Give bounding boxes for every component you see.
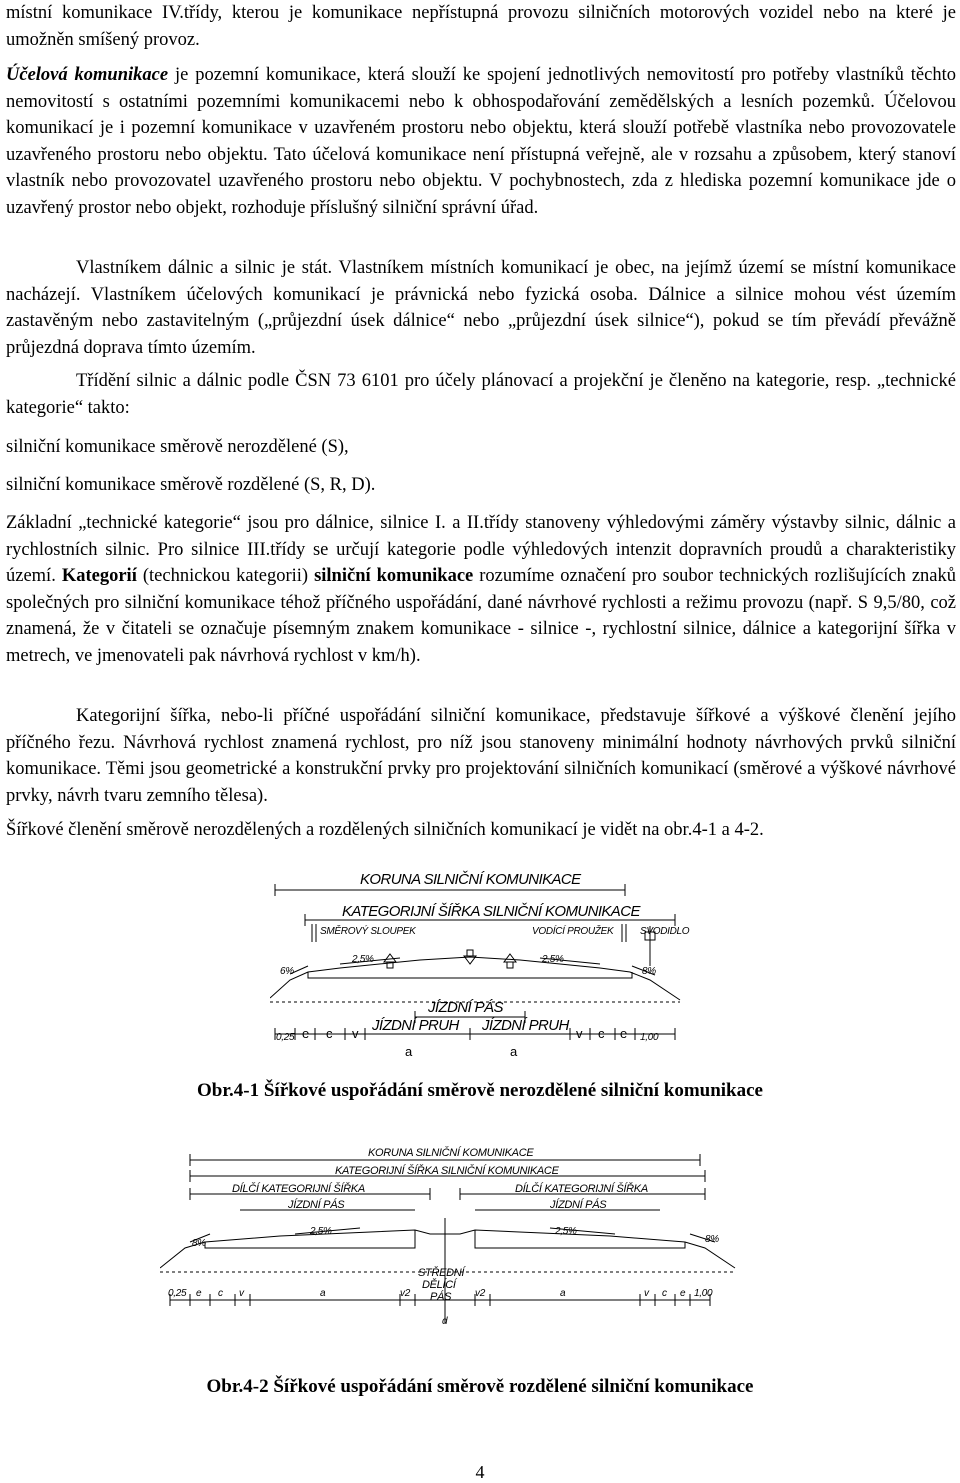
fig2-kategorijni-label: KATEGORIJNÍ ŠÍŘKA SILNIČNÍ KOMUNIKACE [335,1165,559,1177]
paragraph-intro: místní komunikace IV.třídy, kterou je komunikace nepřístupná provozu silničních motorových vozidel nebo na které je umožněn smíšený provoz. [6,3,956,50]
fig1-jizdni-pruh-2: JÍZDNÍ PRUH [482,1017,569,1034]
paragraph-vlastnictvi: Vlastníkem dálnic a silnic je stát. Vlastníkem místních komunikací je obec, na jejímž území se místní komunikace nacházejí. Vlastníkem účelových komunikací je právnická nebo fyzická osoba. Dálnice a silnice mohou vést územím zastavěným nebo zastavitelným („průjezdní úsek dálnice“ nebo „průjezdní úsek silnice“), pokud se tím převádí převážně průjezdná doprava tímto územím. [6,258,956,358]
fig1-sloupek-label: SMĚROVÝ SLOUPEK [320,926,416,937]
fig2-dim-right: 1,00 [694,1288,713,1299]
kategorie-text-3: rozumíme označení pro soubor technických rozlišujících znaků společných pro silniční komunikace téhož příčného uspořádání, dané návrhové rychlosti a režimu provozu (např. S 9,5/80, což znamená, že v čitateli se označuje písemným znakem komunikace - silnice -, rychlostní silnice, dálnice a kategorijní šířka v metrech, ve jmenovateli pak návrhová rychlost v km/h). [6,566,956,666]
fig2-slope-out-left: 8% [192,1238,206,1249]
kategorie-text-1: Základní „technické kategorie“ jsou pro dálnice, silnice I. a II.třídy stanoveny výhledovými záměry výstavby silnic, dálnic a rychlostních silnic. Pro silnice III.třídy se určují kategorie podle výhledových intenzit dopravních proudů a charakteristiky území. [6,513,956,586]
kategorie-bold-1: Kategorií [61,566,137,586]
fig2-dim-e2: e [680,1288,686,1299]
figure-4-1-caption: Obr.4-1 Šířkové uspořádání směrově nerozdělené silniční komunikace [197,1080,763,1101]
fig2-dim-c2: c [662,1288,667,1299]
fig2-dim-left: 0,25 [168,1288,187,1299]
fig2-dilci-right: DÍLČÍ KATEGORIJNÍ ŠÍŘKA [515,1183,648,1195]
fig1-prouzek-label: VODÍCÍ PROUŽEK [532,926,614,937]
fig1-dim-v1: v [352,1026,359,1041]
figure-4-1-diagram [270,862,690,1067]
fig2-dim-v1: v [239,1288,244,1299]
fig2-stredni-2: DĚLÍCÍ [422,1279,456,1291]
fig1-dim-a1: a [405,1044,413,1059]
fig1-dim-c1: c [326,1026,333,1041]
page-number: 4 [475,1462,485,1482]
fig1-dim-left: 0,25 [276,1032,295,1043]
paragraph-sirkove-cleneni: Šířkové členění směrově nerozdělených a rozdělených silničních komunikací je vidět na obr.4-1 a 4-2. [6,820,764,840]
fig2-dim-v21: v2 [400,1288,410,1299]
kategorie-bold-2: silniční komunikace [314,566,474,586]
fig2-stredni-3: PÁS [430,1291,452,1303]
fig2-dim-c1: c [218,1288,223,1299]
fig1-kategorijni-label: KATEGORIJNÍ ŠÍŘKA SILNIČNÍ KOMUNIKACE [342,903,640,920]
figure-4-2-caption: Obr.4-2 Šířkové uspořádání směrově rozdělené silniční komunikace [206,1376,754,1397]
fig2-slope-out-right: 8% [705,1234,719,1245]
paragraph-trideni: Třídění silnic a dálnic podle ČSN 73 6101 pro účely plánovací a projekční je členěno na kategorie, resp. „technické kategorie“ takto: [6,371,956,418]
fig1-koruna-label: KORUNA SILNIČNÍ KOMUNIKACE [360,871,581,888]
fig1-dim-e1: e [302,1026,310,1041]
fig2-dim-a1: a [320,1288,326,1299]
fig2-dim-d: d [442,1316,448,1327]
fig1-slope-out-right: 8% [642,966,656,977]
fig1-slope-out-left: 6% [280,966,294,977]
fig1-jizdni-pas-label: JÍZDNÍ PÁS [428,999,503,1016]
term-ucelova-komunikace: Účelová komunikace [6,65,169,85]
fig1-slope-in-right: 2,5% [542,954,564,965]
fig2-slope-in-right: 2,5% [555,1226,577,1237]
fig1-slope-in-left: 2,5% [352,954,374,965]
fig2-pas-right: JÍZDNÍ PÁS [550,1199,607,1211]
paragraph-kategorijni-sirka: Kategorijní šířka, nebo-li příčné uspořádání silniční komunikace, představuje šířkové a výškové členění jejího příčného řezu. Návrhová rychlost znamená rychlost, pro níž jsou stanoveny minimální hodnoty návrhových prvků silniční komunikace. Těmi jsou geometrické a konstrukční prvky pro projektování silničních komunikací (směrové a výškové návrhové prvky, návrh tvaru zemního tělesa). [6,706,956,806]
fig1-jizdni-pruh-1: JÍZDNÍ PRUH [372,1017,459,1034]
fig2-koruna-label: KORUNA SILNIČNÍ KOMUNIKACE [368,1147,534,1159]
fig1-dim-e2: e [620,1026,628,1041]
fig2-slope-in-left: 2,5% [310,1226,332,1237]
fig2-stredni-1: STŘEDNÍ [418,1267,465,1279]
paragraph-zakladni-kategorie [6,510,956,669]
fig2-dim-e1: e [196,1288,202,1299]
fig1-dim-v2: v [576,1026,583,1041]
paragraph-ucelova [6,62,956,221]
figure-4-2-diagram [160,1138,740,1333]
fig1-svodidlo-label: SVODIDLO [640,926,690,937]
fig2-dim-a2: a [560,1288,566,1299]
kategorie-text-2: (technickou kategorii) [136,566,315,586]
fig2-pas-left: JÍZDNÍ PÁS [288,1199,345,1211]
fig2-dim-v22: v2 [475,1288,485,1299]
fig1-dim-a2: a [510,1044,518,1059]
fig1-dim-right: 1,00 [640,1032,659,1043]
fig1-dim-c2: c [598,1026,605,1041]
fig2-dilci-left: DÍLČÍ KATEGORIJNÍ ŠÍŘKA [232,1183,365,1195]
paragraph-ucelova-text: je pozemní komunikace, která slouží ke spojení jednotlivých nemovitostí pro potřeby vlastníků těchto nemovitostí s ostatními pozemními komunikacemi nebo k obhospodařování zemědělských a lesních pozemků. Účelovou komunikací je i pozemní komunikace v uzavřeném prostoru nebo objektu, která slouží potřebě vlastníka nebo provozovatele uzavřeného prostoru nebo objektu. Tato účelová komunikace není přístupná veřejně, ale v rozsahu a způsobem, který stanoví vlastník nebo provozovatel uzavřeného prostoru nebo objektu. V pochybnostech, zda z hlediska pozemní komunikace jde o uzavřený prostor nebo objekt, rozhoduje příslušný silniční správní úřad. [6,65,956,218]
list-item-nerozdelene: silniční komunikace směrově nerozdělené (S), [6,437,349,457]
list-item-rozdelene: silniční komunikace směrově rozdělené (S, R, D). [6,475,376,495]
fig2-dim-v2: v [644,1288,649,1299]
